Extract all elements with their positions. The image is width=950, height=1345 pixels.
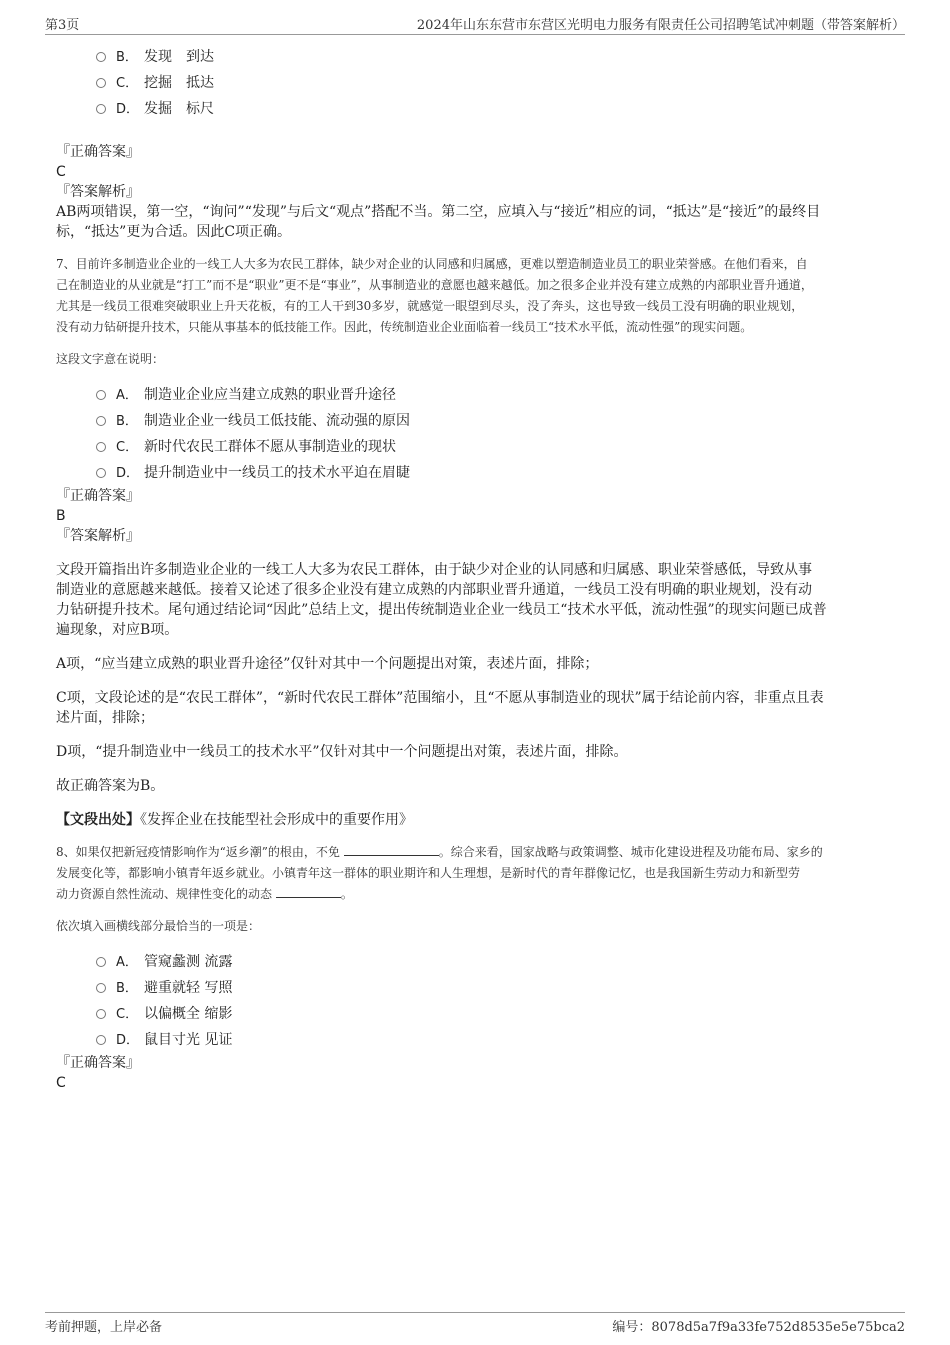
- q7-prompt: 这段文字意在说明：: [56, 352, 165, 366]
- q7-analysis-paragraph-4: D项，“提升制造业中一线员工的技术水平”仅针对其中一个问题提出对策，表述片面，排除。: [56, 744, 628, 760]
- q8-option-c[interactable]: C． 以偏概全 缩影: [96, 1001, 900, 1027]
- page-number: 第3页: [45, 18, 80, 33]
- radio-icon[interactable]: [96, 1009, 106, 1019]
- q7-source: 【文段出处】《发挥企业在技能型社会形成中的重要作用》: [56, 812, 413, 828]
- blank-2[interactable]: [276, 885, 341, 898]
- document-title: 2024年山东东营市东营区光明电力服务有限责任公司招聘笔试冲刺题（带答案解析）: [416, 18, 905, 33]
- q7-option-c[interactable]: C． 新时代农民工群体不愿从事制造业的现状: [96, 434, 900, 460]
- document-id: 编号：8078d5a7f9a33fe752d8535e5e75bca2: [612, 1320, 905, 1335]
- q7-analysis-paragraph-1: 文段开篇指出许多制造业企业的一线工人大多为农民工群体，由于缺少对企业的认同感和归属感、职业荣誉感低，导致从事 制造业的意愿越来越低。接着又论述了很多企业没有建立成熟的内部职业晋升通道，一线员工没有明确的职业规划，没有动 力钻研提升技术。尾句通过结论词“因此”总结上文，提出传统制造业企业一线员工“技术水平低，流动性强”的现实问题已成普 遍现象，对应B项。: [56, 562, 827, 638]
- q6-answer: C: [56, 164, 66, 180]
- q8-option-d[interactable]: D． 鼠目寸光 见证: [96, 1027, 900, 1053]
- q7-analysis-conclusion: 故正确答案为B。: [56, 778, 165, 794]
- radio-icon[interactable]: [96, 1035, 106, 1045]
- q8-answer-label: 『正确答案』: [56, 1055, 140, 1071]
- q6-options: [96, 44, 900, 122]
- q8-option-a[interactable]: A． 管窥蠡测 流露: [96, 949, 900, 975]
- page-footer: [45, 1312, 905, 1337]
- footer-slogan: 考前押题，上岸必备: [45, 1320, 163, 1335]
- q8-options: [96, 949, 900, 1053]
- q7-options: [96, 382, 900, 486]
- radio-icon[interactable]: [96, 416, 106, 426]
- page-header: [45, 14, 905, 35]
- q7-analysis-label: 『答案解析』: [56, 528, 140, 544]
- radio-icon[interactable]: [96, 468, 106, 478]
- q6-analysis-label: 『答案解析』: [56, 184, 140, 200]
- radio-icon[interactable]: [96, 52, 106, 62]
- page-content: [56, 40, 900, 1093]
- q7-option-b[interactable]: B． 制造业企业一线员工低技能、流动强的原因: [96, 408, 900, 434]
- q7-stem: 7、目前许多制造业企业的一线工人大多为农民工群体，缺少对企业的认同感和归属感，更难以塑造制造业员工的职业荣誉感。在他们看来，自 己在制造业的从业就是“打工”而不是“职业”更不是“事业”，从事制造业的意愿也越来越低。加之很多企业并没有建立成熟的内部职业晋升通道， 尤其是一线员工很难突破职业上升天花板，有的工人干到30多岁，就感觉一眼望到尽头，没了奔头，这也导致一线员工没有明确的职业规划， 没有动力钻研提升技术，只能从事基本的低技能工作。因此，传统制造业企业面临着一线员工“技术水平低，流动性强”的现实问题。: [56, 257, 813, 334]
- q7-option-d[interactable]: D． 提升制造业中一线员工的技术水平迫在眉睫: [96, 460, 900, 486]
- q6-analysis: AB两项错误，第一空，“询问”“发现”与后文“观点”搭配不当。第二空，应填入与“接近”相应的词，“抵达”是“接近”的最终目 标，“抵达”更为合适。因此C项正确。: [56, 204, 821, 240]
- radio-icon[interactable]: [96, 390, 106, 400]
- radio-icon[interactable]: [96, 983, 106, 993]
- radio-icon[interactable]: [96, 957, 106, 967]
- q7-analysis-paragraph-3: C项，文段论述的是“农民工群体”，“新时代农民工群体”范围缩小，且“不愿从事制造业的现状”属于结论前内容，非重点且表 述片面，排除；: [56, 690, 824, 726]
- q6-option-c[interactable]: C． 挖掘 抵达: [96, 70, 900, 96]
- radio-icon[interactable]: [96, 442, 106, 452]
- q7-answer-label: 『正确答案』: [56, 488, 140, 504]
- radio-icon[interactable]: [96, 78, 106, 88]
- q7-analysis-paragraph-2: A项，“应当建立成熟的职业晋升途径”仅针对其中一个问题提出对策，表述片面，排除；: [56, 656, 599, 672]
- q6-option-d[interactable]: D． 发掘 标尺: [96, 96, 900, 122]
- q7-option-a[interactable]: A． 制造业企业应当建立成熟的职业晋升途径: [96, 382, 900, 408]
- radio-icon[interactable]: [96, 104, 106, 114]
- blank-1[interactable]: [344, 843, 439, 856]
- q6-answer-label: 『正确答案』: [56, 144, 140, 160]
- q7-answer: B: [56, 508, 66, 524]
- q6-option-b[interactable]: B． 发现 到达: [96, 44, 900, 70]
- q8-prompt: 依次填入画横线部分最恰当的一项是：: [56, 919, 261, 933]
- q8-option-b[interactable]: B． 避重就轻 写照: [96, 975, 900, 1001]
- q8-answer: C: [56, 1075, 66, 1091]
- q8-stem: 8、如果仅把新冠疫情影响作为“返乡潮”的根由，不免 。综合来看，国家战略与政策调整、城市化建设进程及功能布局、家乡的 发展变化等，都影响小镇青年返乡就业。小镇青年这一群体的职业期许和人生理想，是新时代的青年群像记忆，也是我国新生劳动力和新型劳 动力资源自然性流动、规律性变化的动态 。: [56, 845, 823, 901]
